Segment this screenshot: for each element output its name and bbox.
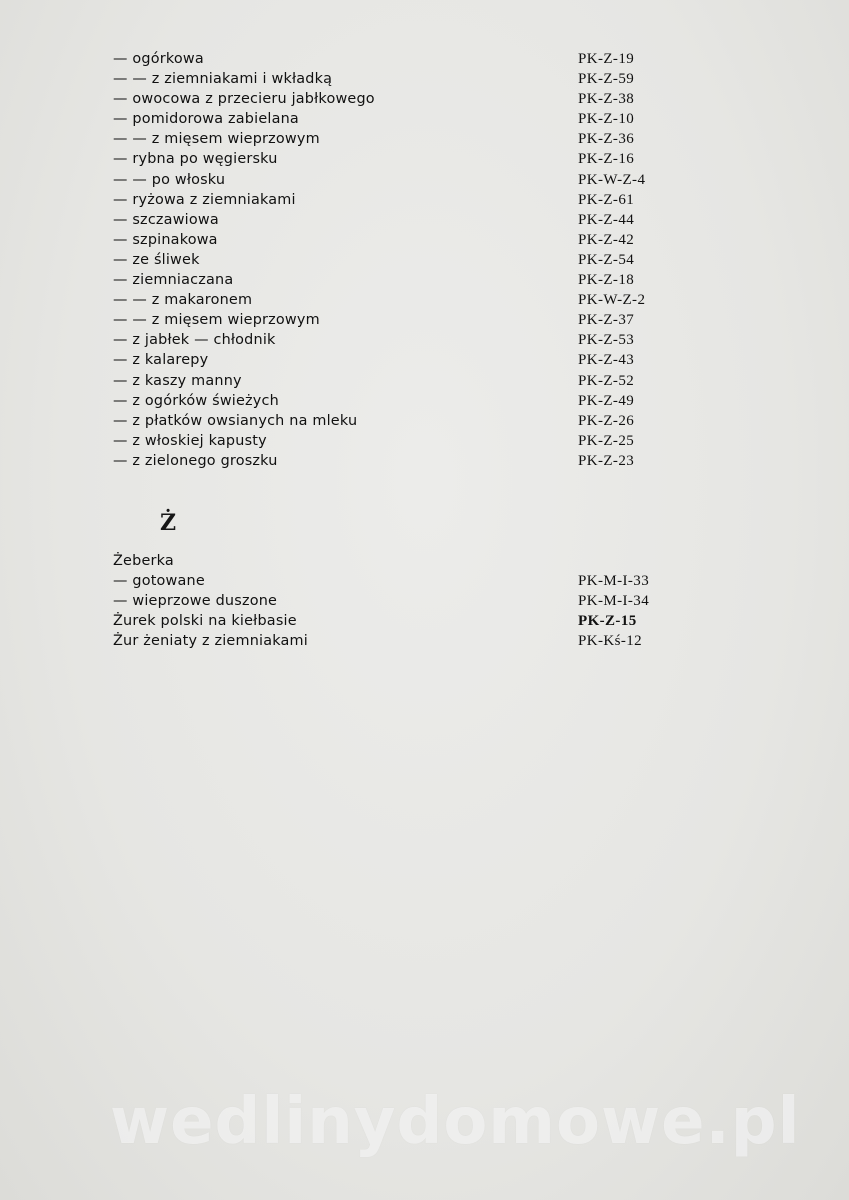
entry-label: — rybna po węgiersku [113, 151, 278, 168]
entry-code: PK-M-I-34 [578, 593, 650, 610]
entry-label: — z kaszy manny [113, 372, 242, 389]
index-entry [113, 149, 693, 169]
entry-label: — z jabłek — chłodnik [113, 332, 276, 349]
index-entry [113, 250, 693, 270]
entry-code: PK-Z-19 [578, 51, 635, 67]
entry-code: PK-Z-23 [578, 452, 635, 469]
entry-label: — gotowane [113, 573, 205, 590]
entry-label: — ryżowa z ziemniakami [113, 191, 296, 208]
index-entry [113, 391, 693, 411]
entry-code: PK-Z-53 [578, 332, 635, 349]
index-entry [113, 290, 693, 310]
index-entry [113, 270, 693, 290]
index-entry [113, 49, 693, 69]
entry-label: — owocowa z przecieru jabłkowego [113, 91, 375, 108]
index-entry [113, 551, 693, 571]
entry-code: PK-Kś-12 [578, 633, 643, 650]
index-entry [113, 451, 693, 471]
entry-code: PK-Z-61 [578, 191, 635, 208]
index-list-top [113, 49, 693, 471]
index-entry [113, 210, 693, 230]
entry-label: Żeberka [113, 553, 174, 569]
entry-label: — z płatków owsianych na mleku [113, 412, 358, 429]
entry-label: — z ogórków świeżych [113, 392, 279, 409]
entry-code: PK-Z-49 [578, 392, 635, 409]
entry-code: PK-Z-26 [578, 412, 635, 429]
index-entry [113, 431, 693, 451]
entry-label: Żur żeniaty z ziemniakami [113, 633, 308, 650]
entry-code: PK-Z-59 [578, 71, 635, 88]
entry-code: PK-Z-15 [578, 613, 637, 630]
entry-label: Żurek polski na kiełbasie [113, 613, 297, 630]
entry-label: — z włoskiej kapusty [113, 432, 267, 449]
entry-code: PK-W-Z-2 [578, 292, 646, 309]
entry-label: — z kalarepy [113, 352, 209, 369]
index-entry [113, 350, 693, 370]
entry-label: — pomidorowa zabielana [113, 111, 299, 128]
entry-code: PK-Z-44 [578, 211, 635, 228]
index-list-bottom [113, 551, 693, 651]
index-entry [113, 190, 693, 210]
entry-code: PK-Z-18 [578, 272, 635, 289]
entry-label: — ogórkowa [113, 51, 204, 67]
entry-code: PK-Z-37 [578, 312, 635, 329]
entry-code: PK-W-Z-4 [578, 171, 646, 188]
entry-label: — — z makaronem [113, 292, 253, 309]
index-entry [113, 571, 693, 591]
index-entry [113, 591, 693, 611]
index-entry [113, 371, 693, 391]
entry-code: PK-Z-42 [578, 231, 635, 248]
index-entry [113, 170, 693, 190]
entry-label: — z zielonego groszku [113, 452, 278, 469]
entry-code: PK-Z-54 [578, 251, 635, 268]
entry-code: PK-Z-36 [578, 131, 635, 148]
index-entry [113, 631, 693, 651]
entry-label: — wieprzowe duszone [113, 593, 278, 610]
entry-code: PK-Z-25 [578, 432, 635, 449]
index-entry [113, 129, 693, 149]
entry-code: PK-Z-52 [578, 372, 635, 389]
entry-label: — szpinakowa [113, 231, 218, 248]
index-entry [113, 109, 693, 129]
entry-code: PK-Z-38 [578, 91, 635, 108]
index-entry [113, 611, 693, 631]
entry-label: — — z mięsem wieprzowym [113, 312, 320, 329]
index-entry [113, 310, 693, 330]
index-entry [113, 411, 693, 431]
entry-label: — — z ziemniakami i wkładką [113, 71, 333, 88]
entry-label: — ziemniaczana [113, 272, 234, 289]
index-entry [113, 69, 693, 89]
entry-code: PK-Z-43 [578, 352, 635, 369]
entry-code: PK-M-I-33 [578, 573, 650, 590]
watermark-text: wedlinydomowe.pl [110, 1085, 801, 1159]
entry-label: — — po włosku [113, 171, 226, 188]
index-entry [113, 89, 693, 109]
entry-label: — — z mięsem wieprzowym [113, 131, 320, 148]
index-entry [113, 330, 693, 350]
entry-code: PK-Z-10 [578, 111, 635, 128]
entry-code: PK-Z-16 [578, 151, 635, 168]
entry-label: — szczawiowa [113, 211, 219, 228]
section-heading: Ż [160, 510, 177, 536]
index-entry [113, 230, 693, 250]
entry-label: — ze śliwek [113, 251, 200, 268]
